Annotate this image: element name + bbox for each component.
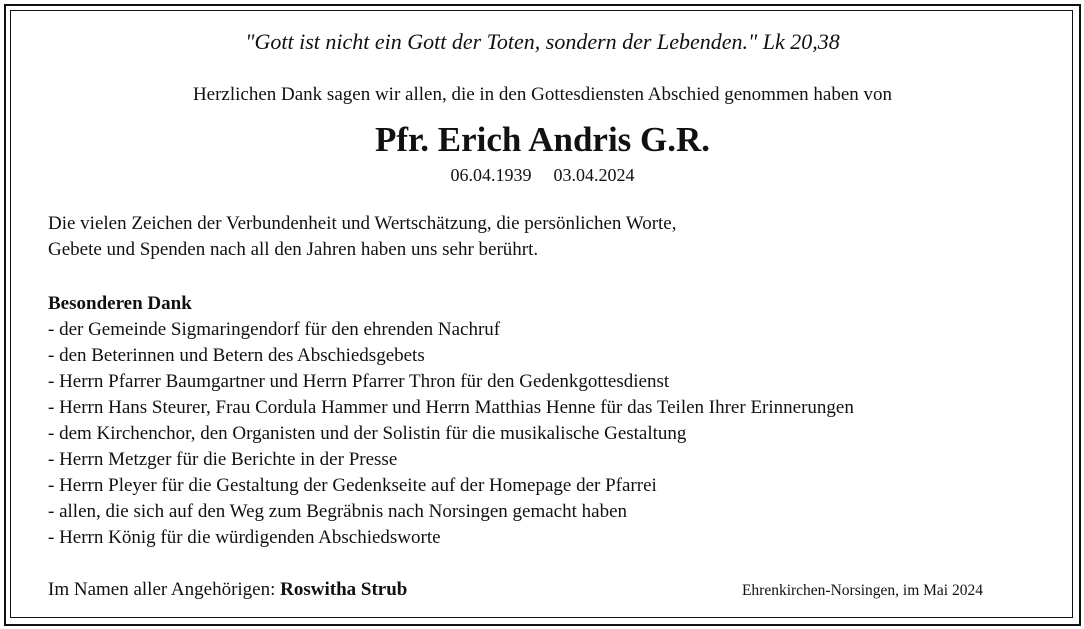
special-thanks-section	[48, 291, 1048, 551]
intro-text: Herzlichen Dank sagen wir allen, die in den Gottesdiensten Abschied genommen haben von	[192, 84, 893, 105]
bible-quote: "Gott ist nicht ein Gott der Toten, sondern der Lebenden." Lk 20,38	[245, 29, 840, 54]
list-item: - allen, die sich auf den Weg zum Begräbnis nach Norsingen gemacht haben	[48, 501, 628, 522]
list-item: - Herrn Hans Steurer, Frau Cordula Hammer und Herrn Matthias Henne für das Teilen Ihrer Erinnerungen	[48, 397, 854, 418]
signature-line	[48, 577, 407, 603]
list-item: - dem Kirchenchor, den Organisten und der Solistin für die musikalische Gestaltung	[48, 423, 687, 444]
gratitude-paragraph	[48, 211, 1048, 263]
list-item: - Herrn Pfarrer Baumgartner und Herrn Pfarrer Thron für den Gedenkgottesdienst	[48, 371, 670, 392]
special-thanks-list	[48, 317, 1048, 551]
life-dates	[6, 164, 1079, 186]
list-item: - der Gemeinde Sigmaringendorf für den ehrenden Nachruf	[48, 319, 501, 340]
signature-label: Im Namen aller Angehörigen:	[48, 579, 276, 600]
list-item: - Herrn König für die würdigenden Abschiedsworte	[48, 527, 441, 548]
outer-border	[4, 4, 1081, 626]
special-thanks-title: Besonderen Dank	[48, 293, 192, 314]
list-item: - Herrn Metzger für die Berichte in der Presse	[48, 449, 398, 470]
list-item: - Herrn Pleyer für die Gestaltung der Gedenkseite auf der Homepage der Pfarrei	[48, 475, 657, 496]
paragraph-line: Die vielen Zeichen der Verbundenheit und Wertschätzung, die persönlichen Worte,	[48, 213, 677, 234]
paragraph-line: Gebete und Spenden nach all den Jahren haben uns sehr berührt.	[48, 239, 539, 260]
deceased-name: Pfr. Erich Andris G.R.	[374, 120, 711, 159]
signer-name: Roswitha Strub	[280, 579, 408, 600]
death-date: 03.04.2024	[553, 165, 635, 185]
list-item: - den Beterinnen und Betern des Abschiedsgebets	[48, 345, 425, 366]
birth-date: 06.04.1939	[450, 165, 532, 185]
place-date: Ehrenkirchen-Norsingen, im Mai 2024	[741, 582, 983, 599]
